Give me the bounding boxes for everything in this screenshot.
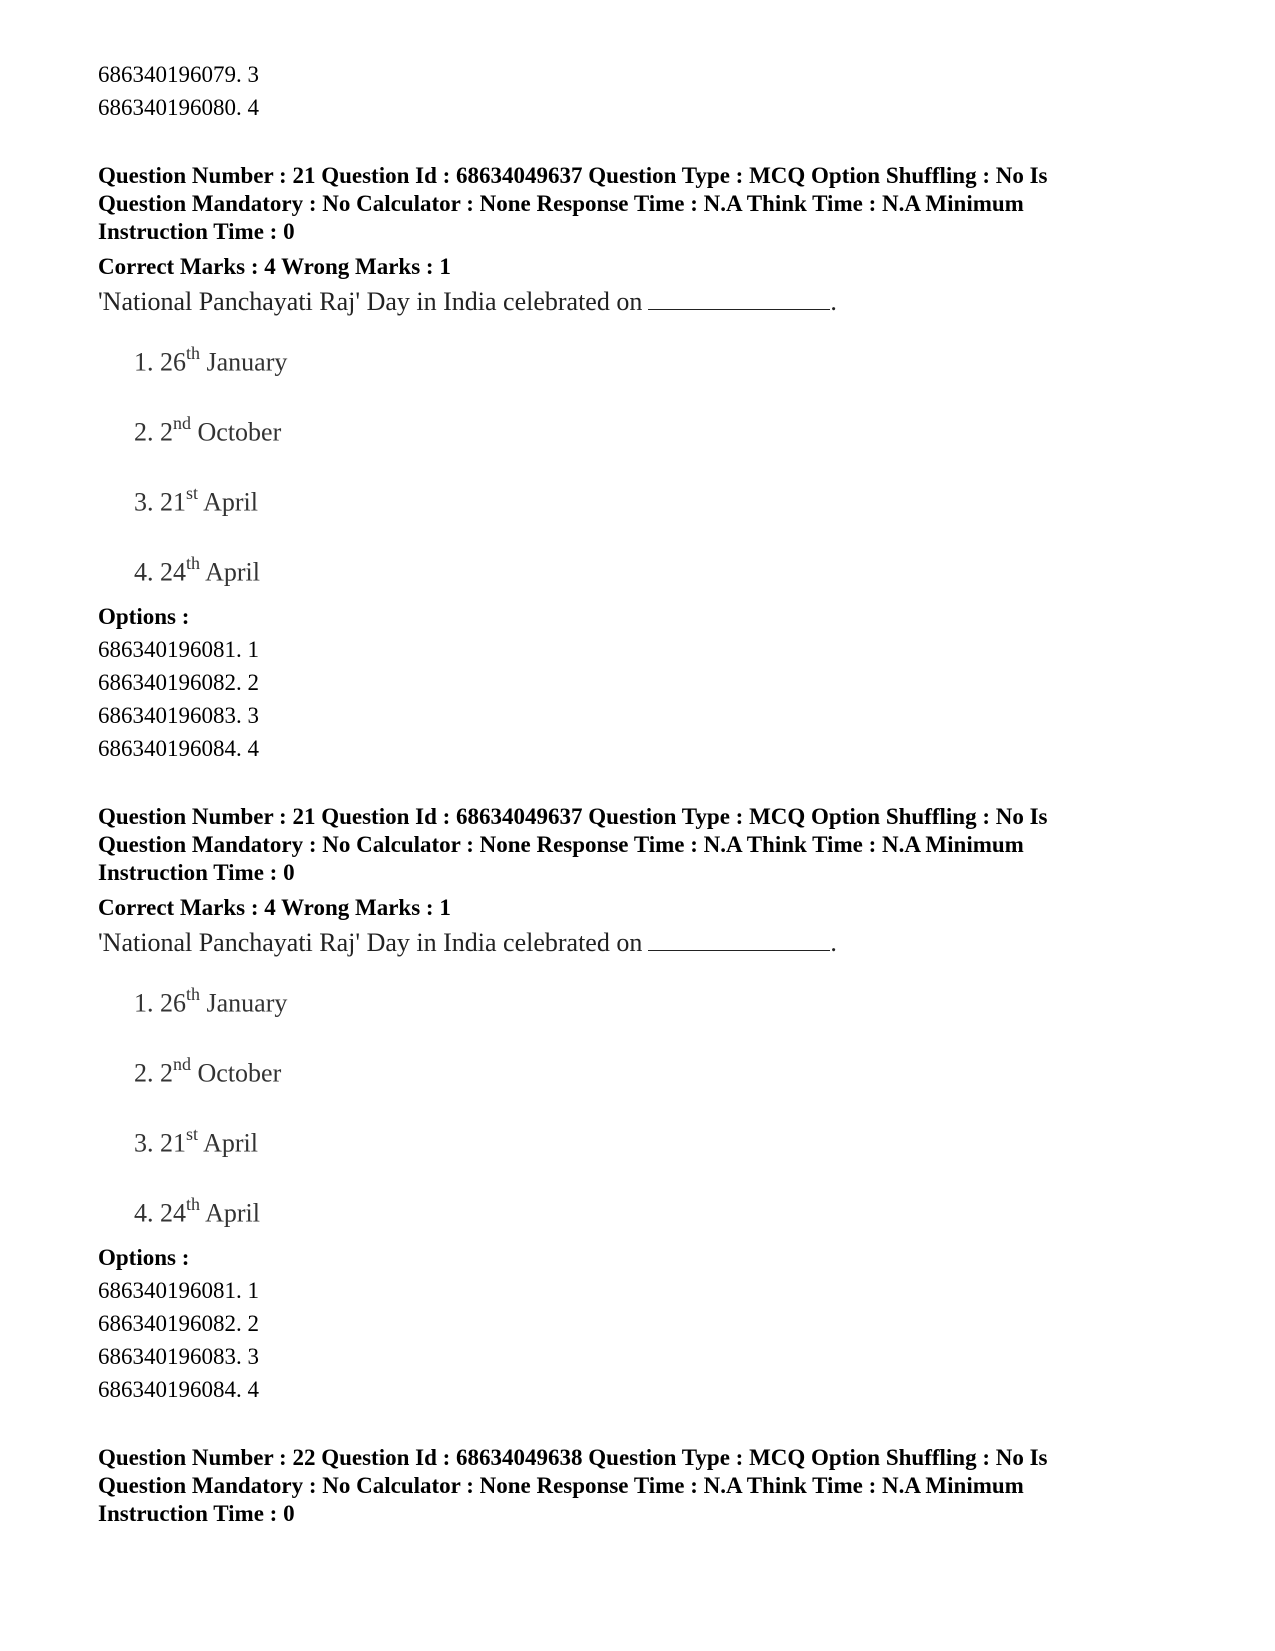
choice-item: 2. 2nd October (134, 1054, 282, 1088)
question-header: Question Number : 22 Question Id : 68634049638 Question Type : MCQ Option Shuffling : No Is Question Mandatory : No Calculator : None Response Time : N.A Think Time : N.A Minimum Instruction Time : 0 (98, 1445, 1048, 1526)
option-row: 686340196079. 3 (98, 62, 259, 87)
question-text: 'National Panchayati Raj' Day in India celebrated on . (98, 924, 1188, 961)
option-row: 686340196083. 3 (98, 1344, 259, 1369)
option-row: 686340196080. 4 (98, 95, 259, 120)
option-row: 686340196082. 2 (98, 670, 259, 695)
options-list (98, 633, 1188, 765)
options-list (98, 1274, 1188, 1406)
option-row: 686340196084. 4 (98, 736, 259, 761)
choice-item: 3. 21st April (134, 1124, 258, 1158)
option-row: 686340196083. 3 (98, 703, 259, 728)
option-row: 686340196081. 1 (98, 637, 259, 662)
choice-list (98, 320, 1188, 600)
choice-list (98, 961, 1188, 1241)
answer-blank (648, 924, 830, 951)
choice-item: 1. 26th January (134, 984, 288, 1018)
option-row: 686340196082. 2 (98, 1311, 259, 1336)
option-row: 686340196084. 4 (98, 1377, 259, 1402)
question-block (98, 803, 1188, 1406)
question-header: Question Number : 21 Question Id : 68634049637 Question Type : MCQ Option Shuffling : No Is Question Mandatory : No Calculator : None Response Time : N.A Think Time : N.A Minimum Instruction Time : 0 (98, 804, 1048, 885)
previous-options-list (98, 58, 1188, 124)
document-page (98, 58, 1188, 1528)
answer-blank (648, 283, 830, 310)
question-text: 'National Panchayati Raj' Day in India celebrated on . (98, 283, 1188, 320)
question-header: Question Number : 21 Question Id : 68634049637 Question Type : MCQ Option Shuffling : No Is Question Mandatory : No Calculator : None Response Time : N.A Think Time : N.A Minimum Instruction Time : 0 (98, 163, 1048, 244)
choice-item: 4. 24th April (134, 553, 260, 587)
question-block (98, 1444, 1188, 1528)
question-block (98, 162, 1188, 765)
choice-item: 1. 26th January (134, 343, 288, 377)
choice-item: 4. 24th April (134, 1194, 260, 1228)
option-row: 686340196081. 1 (98, 1278, 259, 1303)
marks-info: Correct Marks : 4 Wrong Marks : 1 (98, 895, 451, 920)
choice-item: 3. 21st April (134, 483, 258, 517)
options-label: Options : (98, 604, 190, 629)
options-label: Options : (98, 1245, 190, 1270)
marks-info: Correct Marks : 4 Wrong Marks : 1 (98, 254, 451, 279)
choice-item: 2. 2nd October (134, 413, 282, 447)
